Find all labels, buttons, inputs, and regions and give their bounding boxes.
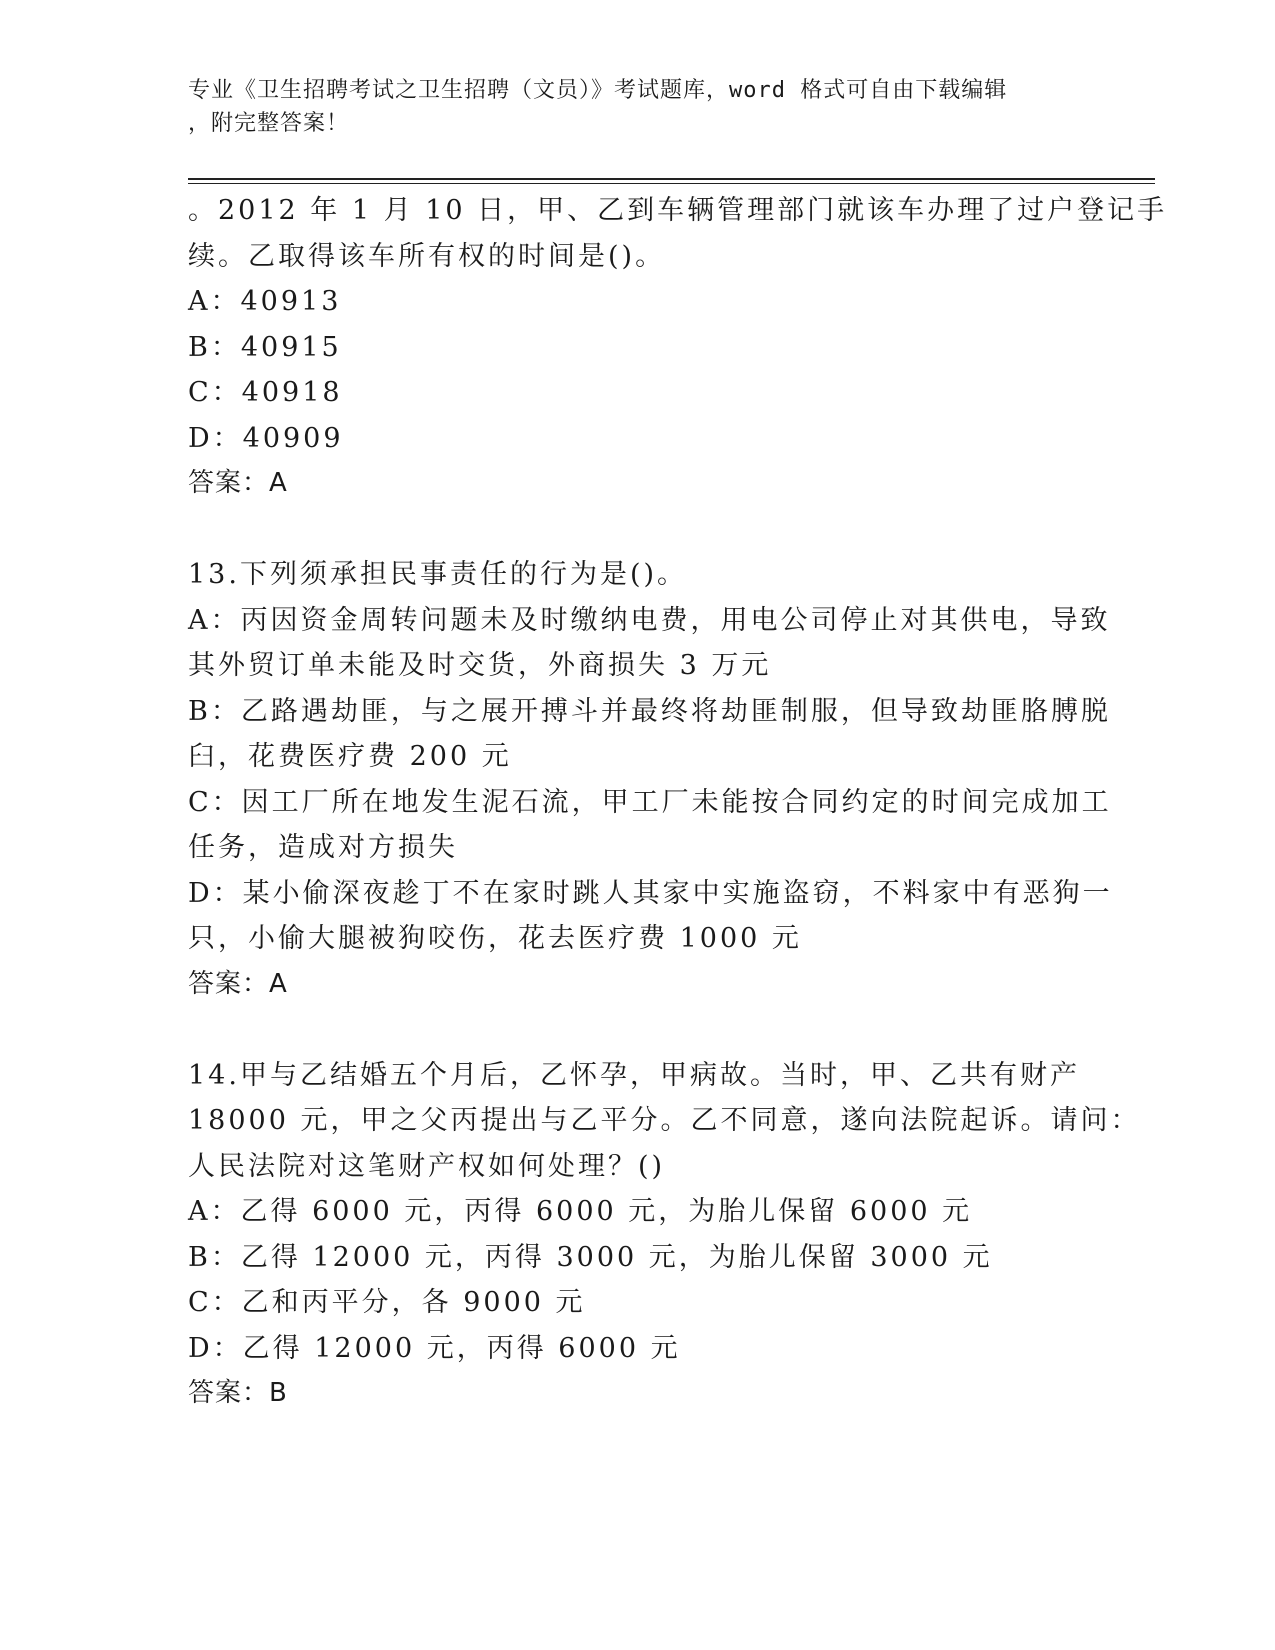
document-header — [188, 74, 1068, 140]
question-stem-line: 14.甲与乙结婚五个月后，乙怀孕，甲病故。当时，甲、乙共有财产 — [188, 1059, 1080, 1091]
question-stem-line: 人民法院对这笔财产权如何处理？() — [188, 1150, 666, 1182]
option-c-continued: 任务，造成对方损失 — [188, 832, 458, 863]
header-line-2: ，附完整答案！ — [188, 111, 350, 136]
option-a: A：40913 — [188, 286, 342, 317]
question-stem-line: 。2012 年 1 月 10 日，甲、乙到车辆管理部门就该车办理了过户登记手 — [188, 195, 1168, 226]
question-stem: 13.下列须承担民事责任的行为是()。 — [188, 559, 688, 590]
option-a: A：丙因资金周转问题未及时缴纳电费，用电公司停止对其供电，导致 — [188, 604, 1111, 636]
option-c: C：乙和丙平分，各 9000 元 — [188, 1287, 586, 1318]
option-c: C：40918 — [188, 377, 343, 408]
question-stem-line: 18000 元，甲之父丙提出与乙平分。乙不同意，遂向法院起诉。请问： — [188, 1105, 1141, 1136]
option-d: D：40909 — [188, 422, 344, 454]
question-12 — [188, 188, 1168, 507]
question-stem-line: 续。乙取得该车所有权的时间是()。 — [188, 240, 666, 272]
question-14 — [188, 1053, 1141, 1417]
answer-line: 答案：A — [188, 468, 288, 498]
option-d: D：乙得 12000 元，丙得 6000 元 — [188, 1332, 681, 1364]
option-d-continued: 只，小偷大腿被狗咬伤，花去医疗费 1000 元 — [188, 923, 802, 954]
option-b-continued: 臼，花费医疗费 200 元 — [188, 741, 512, 772]
option-d: D：某小偷深夜趁丁不在家时跳人其家中实施盗窃，不料家中有恶狗一 — [188, 877, 1113, 909]
option-a-continued: 其外贸订单未能及时交货，外商损失 3 万元 — [188, 650, 772, 681]
option-a: A：乙得 6000 元，丙得 6000 元，为胎儿保留 6000 元 — [188, 1196, 973, 1227]
header-divider-thin — [188, 183, 1155, 184]
option-b: B：40915 — [188, 331, 342, 363]
answer-line: 答案：B — [188, 1378, 288, 1408]
option-b: B：乙路遇劫匪，与之展开搏斗并最终将劫匪制服，但导致劫匪胳膊脱 — [188, 695, 1111, 727]
header-line-1: 专业《卫生招聘考试之卫生招聘（文员）》考试题库，word 格式可自由下载编辑 — [188, 78, 1008, 103]
spacer — [188, 507, 1088, 553]
answer-line: 答案：A — [188, 968, 288, 999]
document-body — [188, 188, 1168, 1417]
option-b: B：乙得 12000 元，丙得 3000 元，为胎儿保留 3000 元 — [188, 1241, 993, 1273]
question-13 — [188, 552, 1113, 1007]
spacer — [188, 1007, 1088, 1053]
option-c: C：因工厂所在地发生泥石流，甲工厂未能按合同约定的时间完成加工 — [188, 786, 1112, 818]
header-divider-thick — [188, 178, 1155, 180]
